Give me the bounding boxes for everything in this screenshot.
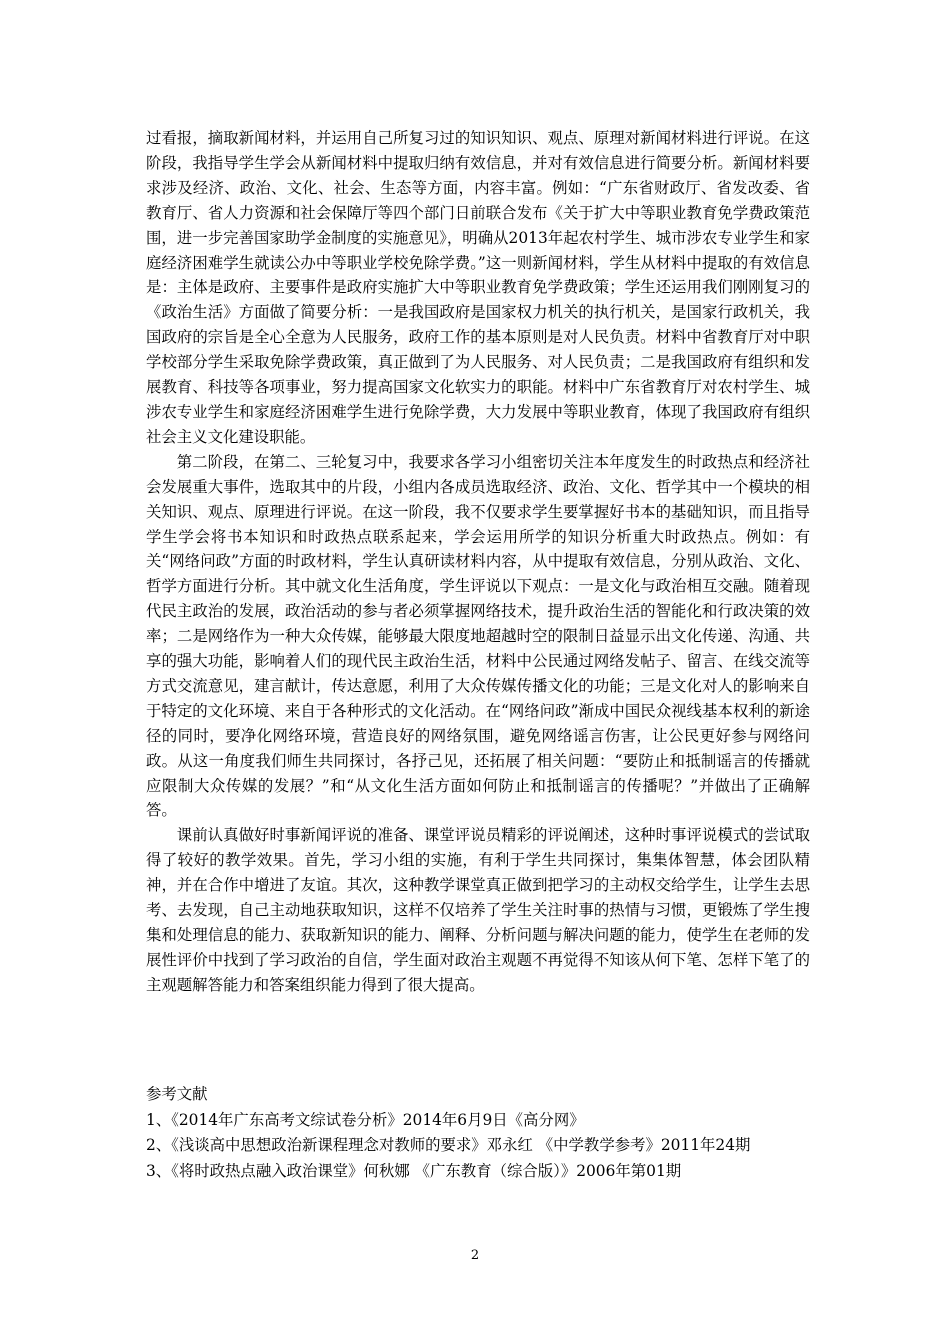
reference-item-1: 1、《2014年广东高考文综试卷分析》2014年6月9日《高分网》: [146, 1110, 585, 1129]
document-body: [146, 126, 810, 998]
references-heading: 参考文献: [146, 1085, 208, 1103]
page-number: 2: [470, 1248, 480, 1263]
body-paragraph-2: 第二阶段，在第二、三轮复习中，我要求各学习小组密切关注本年度发生的时政热点和经济社会发展重大事件，选取其中的片段，小组内各成员选取经济、政治、文化、哲学其中一个模块的相关知识、观点、原理进行评说。在这一阶段，我不仅要求学生要掌握好书本的基础知识，而且指导学生学会将书本知识和时政热点联系起来，学会运用所学的知识分析重大时政热点。例如：有关“网络问政”方面的时政材料，学生认真研读材料内容，从中提取有效信息，分别从政治、文化、哲学方面进行分析。其中就文化生活角度，学生评说以下观点：一是文化与政治相互交融。随着现代民主政治的发展，政治活动的参与者必须掌握网络技术，提升政治生活的智能化和行政决策的效率；二是网络作为一种大众传媒，能够最大限度地超越时空的限制日益显示出文化传递、沟通、共享的强大功能，影响着人们的现代民主政治生活，材料中公民通过网络发帖子、留言、在线交流等方式交流意见，建言献计，传达意愿，利用了大众传媒传播文化的功能；三是文化对人的影响来自于特定的文化环境、来自于各种形式的文化活动。在“网络问政”渐成中国民众视线基本权利的新途径的同时，要净化网络环境，营造良好的网络氛围，避免网络谣言伤害，让公民更好参与网络问政。从这一角度我们师生共同探讨，各抒己见，还拓展了相关问题：“要防止和抵制谣言的传播就应限制大众传媒的发展？”和“从文化生活方面如何防止和抵制谣言的传播呢？”并做出了正确解答。: [146, 452, 810, 820]
body-paragraph-1: 过看报，摘取新闻材料，并运用自己所复习过的知识知识、观点、原理对新闻材料进行评说。在这阶段，我指导学生学会从新闻材料中提取归纳有效信息，并对有效信息进行简要分析。新闻材料要求涉及经济、政治、文化、社会、生态等方面，内容丰富。例如：“广东省财政厅、省发改委、省教育厅、省人力资源和社会保障厅等四个部门日前联合发布《关于扩大中等职业教育免学费政策范围，进一步完善国家助学金制度的实施意见》，明确从2013年起农村学生、城市涉农专业学生和家庭经济困难学生就读公办中等职业学校免除学费。”这一则新闻材料，学生从材料中提取的有效信息是：主体是政府、主要事件是政府实施扩大中等职业教育免学费政策；学生还运用我们刚刚复习的《政治生活》方面做了简要分析：一是我国政府是国家权力机关的执行机关，是国家行政机关，我国政府的宗旨是全心全意为人民服务，政府工作的基本原则是对人民负责。材料中省教育厅对中职学校部分学生采取免除学费政策，真正做到了为人民服务、对人民负责；二是我国政府有组织和发展教育、科技等各项事业，努力提高国家文化软实力的职能。材料中广东省教育厅对农村学生、城涉农专业学生和家庭经济困难学生进行免除学费，大力发展中等职业教育，体现了我国政府有组织社会主义文化建设职能。: [146, 129, 810, 446]
body-paragraph-3: 课前认真做好时事新闻评说的准备、课堂评说员精彩的评说阐述，这种时事评说模式的尝试取得了较好的教学效果。首先，学习小组的实施，有利于学生共同探讨，集集体智慧，体会团队精神，并在合作中增进了友谊。其次，这种教学课堂真正做到把学习的主动权交给学生，让学生去思考、去发现，自己主动地获取知识，这样不仅培养了学生关注时事的热情与习惯，更锻炼了学生搜集和处理信息的能力、获取新知识的能力、阐释、分析问题与解决问题的能力，使学生在老师的发展性评价中找到了学习政治的自信，学生面对政治主观题不再觉得不知该从何下笔、怎样下笔了的主观题解答能力和答案组织能力得到了很大提高。: [146, 826, 810, 994]
references-section: [146, 1082, 810, 1184]
reference-item-2: 2、《浅谈高中思想政治新课程理念对教师的要求》邓永红 《中学教学参考》2011年24期: [146, 1136, 751, 1154]
reference-item-3: 3、《将时政热点融入政治课堂》何秋娜 《广东教育（综合版）》2006年第01期: [146, 1161, 682, 1180]
